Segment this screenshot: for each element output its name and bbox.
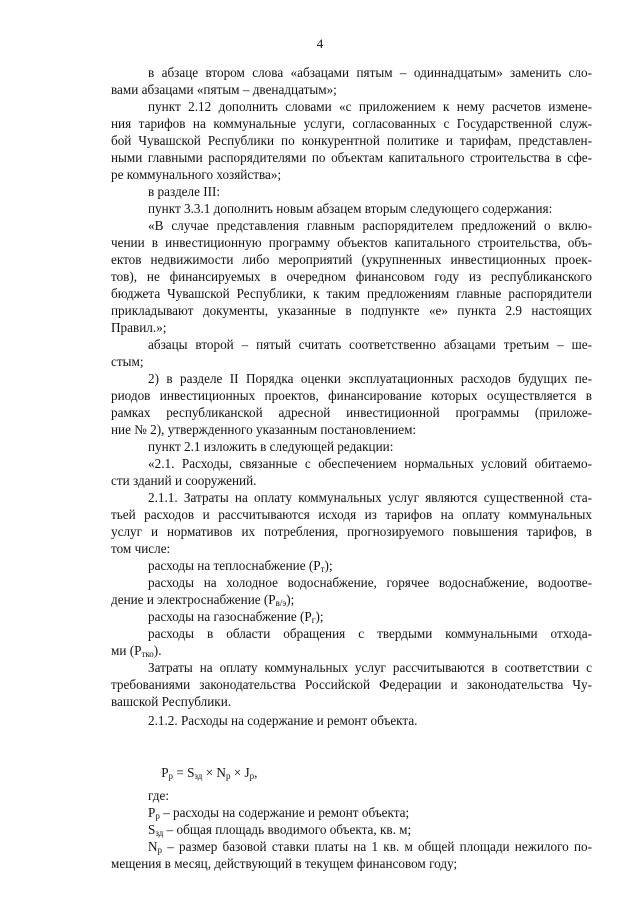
line-tail: ); [324,558,333,573]
text-line: «В случае представления главным распорядителем предложений о вклю- [148,218,592,233]
text-line: тов), не финансируемых в очередном финансовом году из республиканского [111,269,592,284]
subscript: зд [194,771,203,781]
text-line: расходы в области обращения с твердыми коммунальными отхода- [148,626,592,641]
text-line: ектов недвижимости либо мероприятий (укрупненных инвестиционных проек- [111,252,592,267]
line-tail: ); [315,609,324,624]
text-line: требованиями законодательства Российской Федерации и законодательства Чу- [111,677,592,692]
text-line: том числе: [111,541,171,556]
text-line: ние № 2), утвержденного указанным постановлением: [111,422,417,437]
formula-symbol: Р [148,805,156,820]
text-line: «2.1. Расходы, связанные с обеспечением нормальных условий обитаемо- [148,456,592,471]
text-line: 2.1.2. Расходы на содержание и ремонт объекта. [148,713,418,728]
text-line: мещения в месяц, действующий в текущем финансовом году; [111,856,458,871]
text-line: 2) в разделе II Порядка оценки эксплуатационных расходов будущих пе- [148,371,592,386]
text-line: вами абзацами «пятым – двенадцатым»; [111,82,337,97]
text-line: Правил.»; [111,320,167,335]
text-line: прикладывают документы, указанные в подпункте «е» пункта 2.9 настоящих [111,303,592,318]
text-line: рамках республиканской адресной инвестиционной программы (приложе- [111,405,592,420]
text-line [148,821,592,838]
text-line: где: [148,788,169,803]
formula-operator: × [202,765,217,780]
subscript: р [168,771,174,781]
text-line: бюджета Чувашской Республики, к таким предложениям главные распорядители [111,286,592,301]
text-line: вашской Республики. [111,694,232,709]
formula-symbol: S [148,822,156,837]
line-text: – расходы на содержание и ремонт объекта; [159,805,410,820]
formula-symbol: S [187,765,195,780]
subscript: р [155,811,160,821]
text-line: пункт 2.1 изложить в следующей редакции: [148,439,394,454]
formula-operator: , [254,765,258,780]
formula-operator: × [230,765,245,780]
text-line: в абзаце втором слова «абзацами пятым – одиннадцатым» заменить сло- [148,65,592,80]
text-line: сти зданий и сооружений. [111,473,257,488]
text-line: ния тарифов на коммунальные услуги, согласованных с Государственной служ- [111,116,592,131]
subscript: р [249,771,255,781]
line-tail: ); [286,592,295,607]
formula-symbol: J [244,765,250,780]
text-line: чении в инвестиционную программу объектов капитального строительства, объ- [111,235,592,250]
line-text: – общая площадь вводимого объекта, кв. м; [163,822,412,837]
page-number: 4 [316,36,324,51]
formula-symbol: N [148,839,158,854]
line-text: дение и электроснабжение (Р [111,592,276,607]
subscript: г [311,615,316,625]
text-line: 2.1.1. Затраты на оплату коммунальных услуг являются существенной ста- [148,490,592,505]
text-line: риодов инвестиционных проектов, финансирование которых осуществляется в [111,388,592,403]
line-tail: ). [153,643,162,658]
text-line: ре коммунального хозяйства»; [111,167,282,182]
text-line: стым; [111,354,144,369]
formula-symbol: Р [161,765,169,780]
text-line [148,608,592,625]
text-line: услуг и нормативов их потребления, прогнозируемого повышения тарифов, в [111,524,592,539]
line-text: ми (Р [111,643,142,658]
text-line [148,557,592,574]
text-line: абзацы второй – пятый считать соответственно абзацами третьим – ше- [148,337,592,352]
formula-operator: = [173,765,188,780]
text-line [111,642,592,659]
subscript: р [157,845,163,855]
line-text: – размер базовой ставки платы на 1 кв. м общей площади нежилого по- [162,839,592,854]
subscript: р [225,771,231,781]
line-text: расходы на газоснабжение (Р [148,609,312,624]
text-line: пункт 3.3.1 дополнить новым абзацем вторым следующего содержания: [148,201,553,216]
formula-symbol: N [216,765,226,780]
text-line: ными главными распорядителями по объектам капитального строительства в сфе- [111,150,592,165]
subscript: в/э [275,598,287,608]
text-line: пункт 2.12 дополнить словами «с приложением к нему расчетов измене- [148,99,592,114]
text-line: в разделе III: [148,184,221,199]
text-line [148,838,592,855]
subscript: зд [155,828,164,838]
text-line: расходы на холодное водоснабжение, горячее водоснабжение, водоотве- [148,575,592,590]
text-line: Затраты на оплату коммунальных услуг рассчитываются в соответствии с [148,660,592,675]
subscript: тко [141,649,154,659]
subscript: т [320,564,325,574]
text-line [148,804,592,821]
text-line [111,591,592,608]
line-text: расходы на теплоснабжение (Р [148,558,321,573]
text-line: бой Чувашской Республики по конкурентной политике и тарифам, представлен- [111,133,592,148]
text-line: тьей расходов и рассчитываются исходя из тарифов на оплату коммунальных [111,507,592,522]
